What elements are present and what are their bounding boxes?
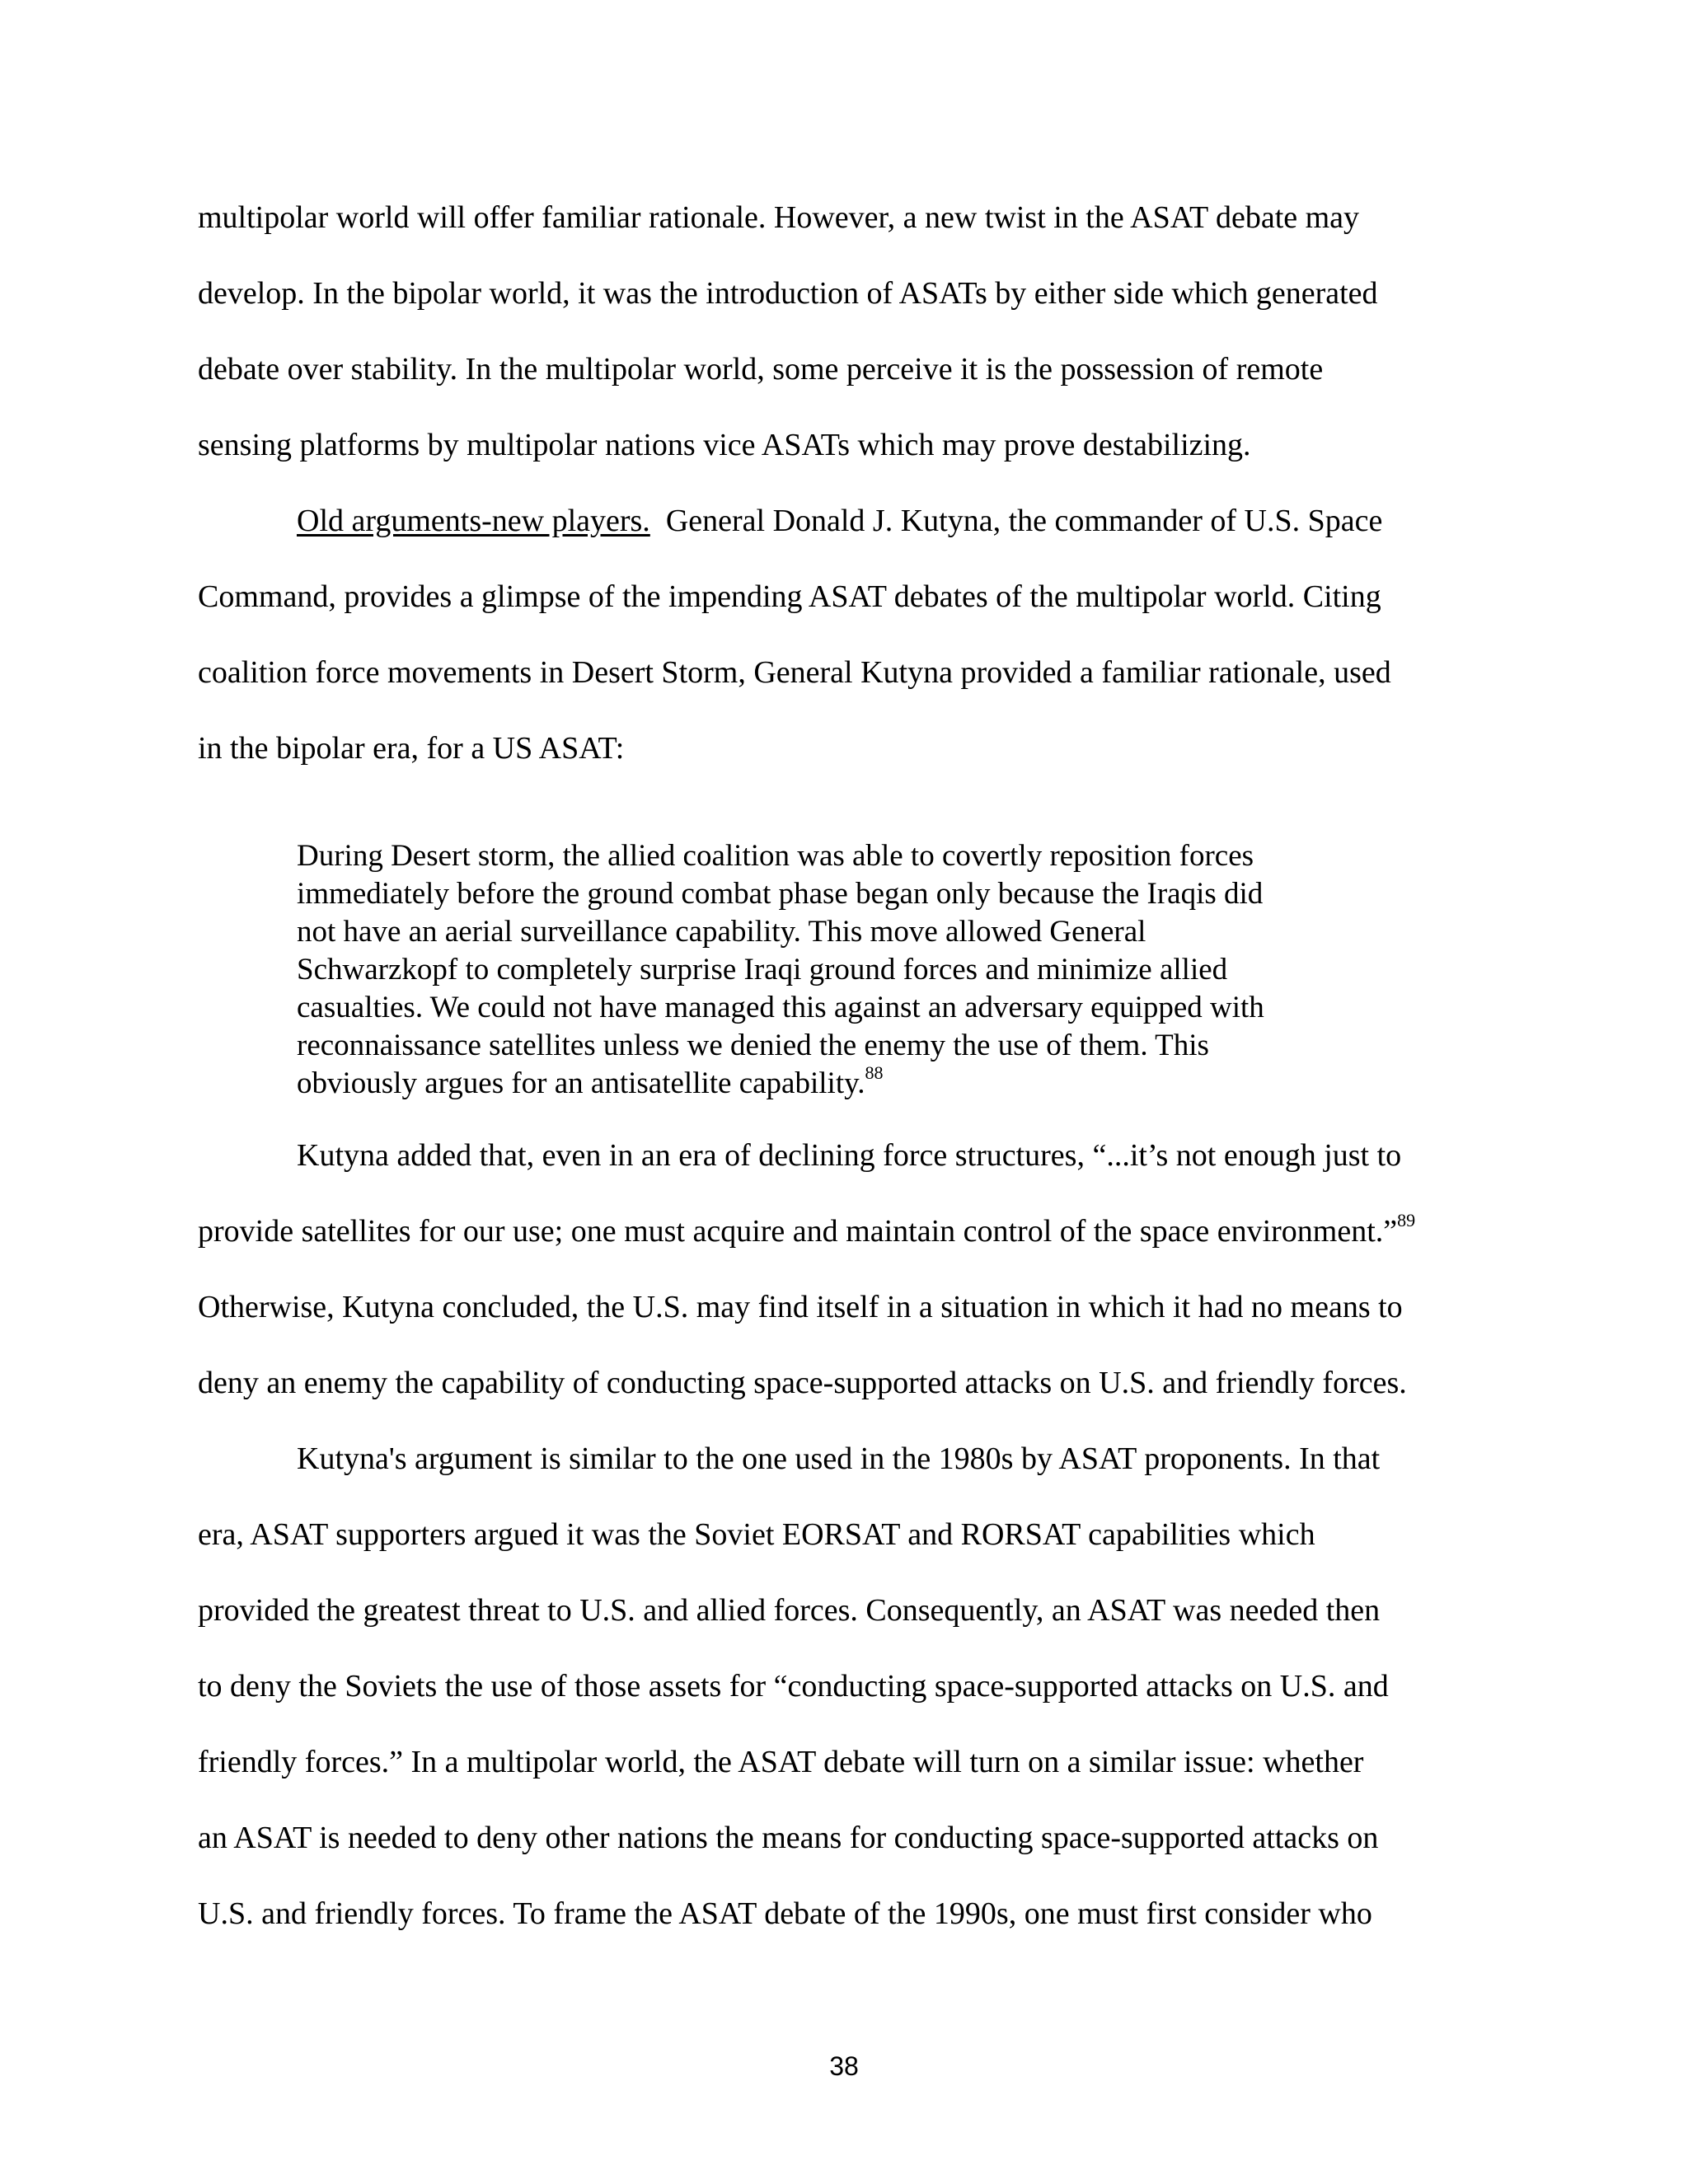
- body-text-line: deny an enemy the capability of conducting space-supported attacks on U.S. and friendly forces.: [198, 1366, 1407, 1400]
- body-text-run: provide satellites for our use; one must acquire and maintain control of the space environment.”: [198, 1214, 1398, 1249]
- body-text-line: an ASAT is needed to deny other nations the means for conducting space-supported attacks on: [198, 1821, 1379, 1855]
- footnote-ref-88: 88: [865, 1062, 884, 1083]
- body-text-line: Otherwise, Kutyna concluded, the U.S. may find itself in a situation in which it had no means to: [198, 1290, 1403, 1324]
- block-quote-line: not have an aerial surveillance capability. This move allowed General: [297, 915, 1146, 949]
- section-run-in-heading: Old arguments-new players.: [297, 504, 650, 538]
- block-quote-line: reconnaissance satellites unless we denied the enemy the use of them. This: [297, 1029, 1209, 1062]
- body-text-line: to deny the Soviets the use of those assets for “conducting space-supported attacks on U.S. and: [198, 1669, 1389, 1704]
- body-text-line: multipolar world will offer familiar rationale. However, a new twist in the ASAT debate may: [198, 200, 1360, 235]
- block-quote-line: Schwarzkopf to completely surprise Iraqi ground forces and minimize allied: [297, 953, 1228, 987]
- paragraph-first-line: Kutyna added that, even in an era of declining force structures, “...it’s not enough just to: [297, 1138, 1402, 1173]
- body-text-line: era, ASAT supporters argued it was the Soviet EORSAT and RORSAT capabilities which: [198, 1517, 1315, 1552]
- footnote-ref-89: 89: [1397, 1210, 1416, 1231]
- body-text-line: provided the greatest threat to U.S. and allied forces. Consequently, an ASAT was needed then: [198, 1593, 1381, 1628]
- body-text-line: develop. In the bipolar world, it was the introduction of ASATs by either side which generated: [198, 276, 1378, 311]
- body-text-line: Command, provides a glimpse of the impending ASAT debates of the multipolar world. Citing: [198, 579, 1381, 614]
- body-text-line: debate over stability. In the multipolar world, some perceive it is the possession of remote: [198, 352, 1324, 387]
- block-quote-line: During Desert storm, the allied coalition was able to covertly reposition forces: [297, 839, 1254, 873]
- body-text-line: coalition force movements in Desert Storm, General Kutyna provided a familiar rationale, used: [198, 655, 1391, 690]
- body-text-line: in the bipolar era, for a US ASAT:: [198, 731, 625, 766]
- body-text-line: [198, 1210, 1416, 1249]
- block-quote-line: immediately before the ground combat phase began only because the Iraqis did: [297, 877, 1264, 911]
- paragraph-first-line: [297, 503, 1382, 539]
- body-text-run: General Donald J. Kutyna, the commander of U.S. Space: [649, 504, 1383, 538]
- body-text-line: U.S. and friendly forces. To frame the ASAT debate of the 1990s, one must first consider who: [198, 1896, 1372, 1931]
- paragraph-first-line: Kutyna's argument is similar to the one used in the 1980s by ASAT proponents. In that: [297, 1441, 1381, 1476]
- block-quote-line: casualties. We could not have managed this against an adversary equipped with: [297, 991, 1264, 1024]
- block-quote-last-line: [297, 1062, 884, 1103]
- block-quote-text: obviously argues for an antisatellite capability.: [297, 1066, 865, 1100]
- body-text-line: friendly forces.” In a multipolar world, the ASAT debate will turn on a similar issue: whether: [198, 1745, 1364, 1779]
- page-number: 38: [829, 2051, 859, 2081]
- body-text-line: sensing platforms by multipolar nations vice ASATs which may prove destabilizing.: [198, 428, 1251, 462]
